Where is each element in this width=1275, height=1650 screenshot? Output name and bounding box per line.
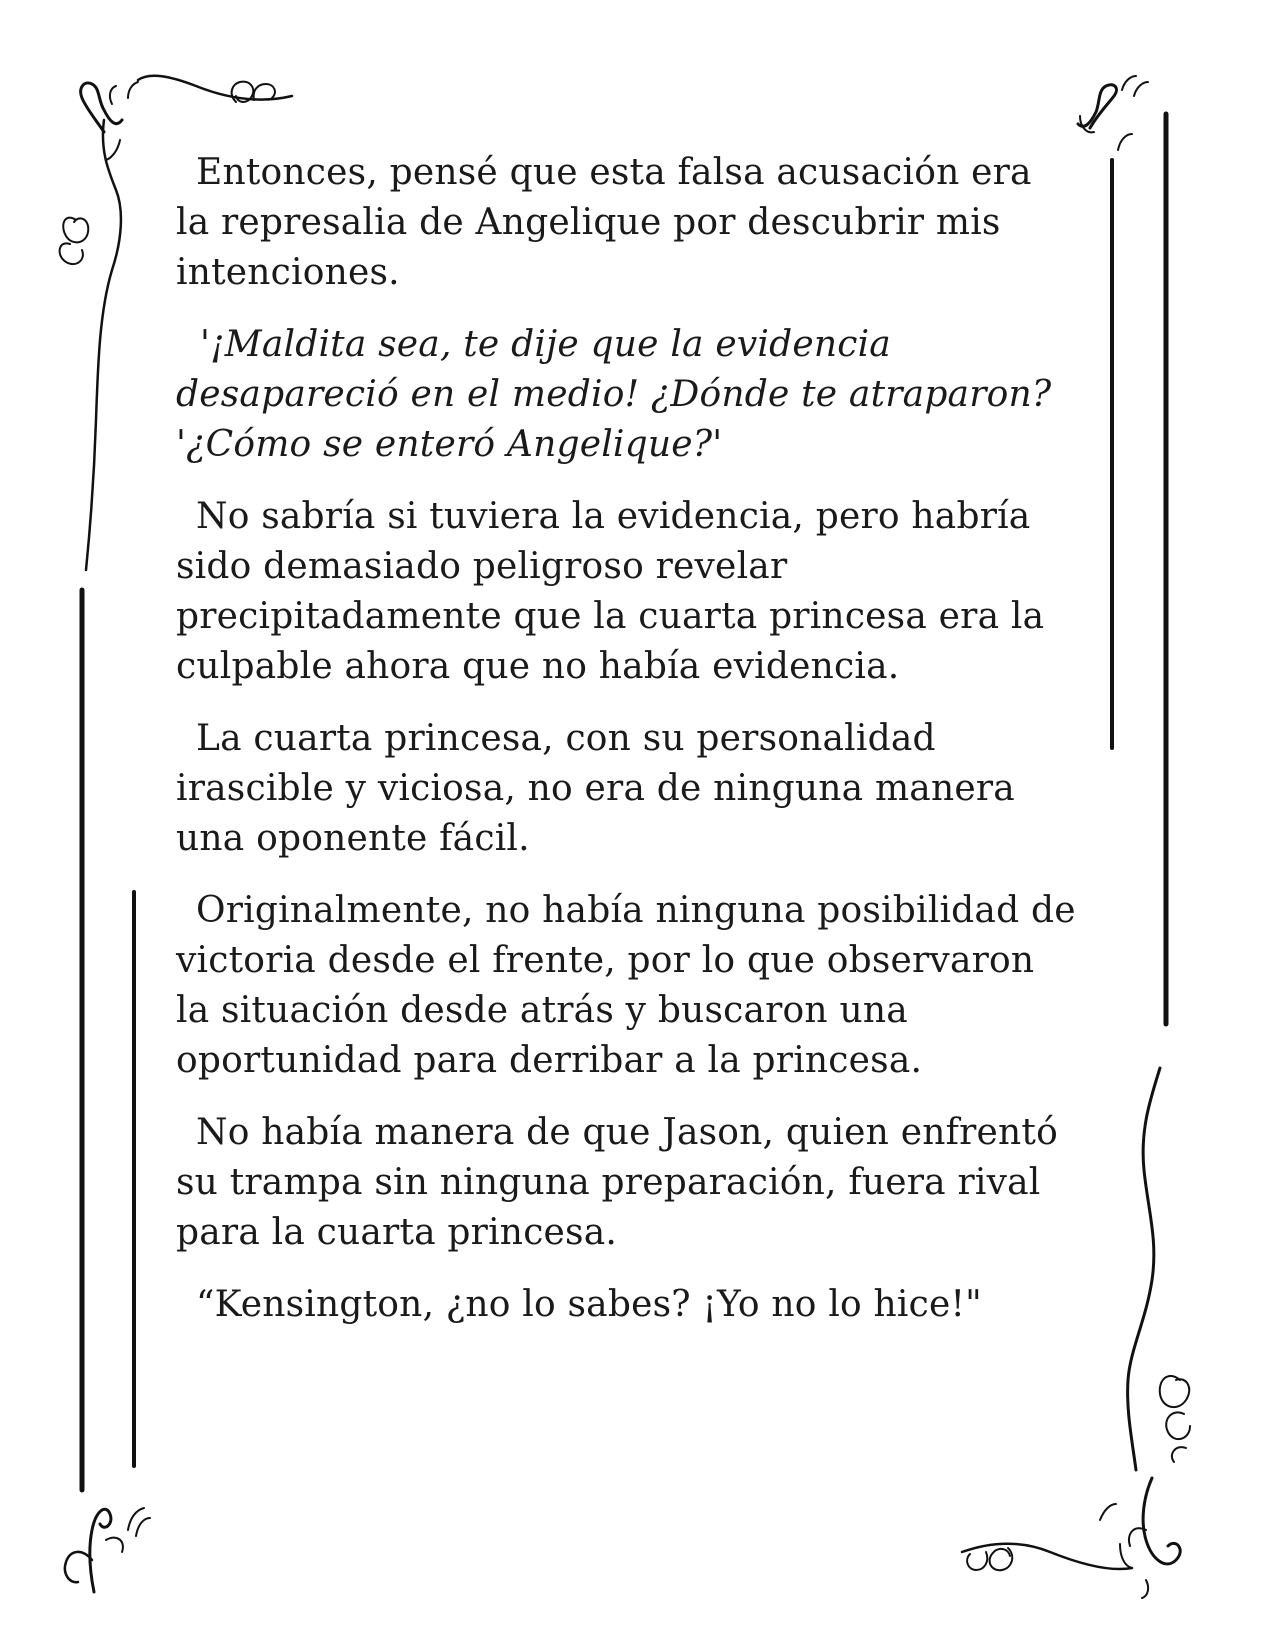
paragraph: Entonces, pensé que esta falsa acusación era la represalia de Angelique por descubrir mis intenciones.: [176, 152, 1032, 293]
paragraph: No sabría si tuviera la evidencia, pero habría sido demasiado peligroso revelar precipitadamente que la cuarta princesa era la culpable ahora que no había evidencia.: [176, 496, 1045, 687]
dialogue-paragraph: “Kensington, ¿no lo sabes? ¡Yo no lo hice!": [196, 1284, 982, 1325]
paragraph: Originalmente, no había ninguna posibilidad de victoria desde el frente, por lo que observaron la situación desde atrás y buscaron una oportunidad para derribar a la princesa.: [176, 890, 1076, 1081]
flourish-bottom-left: [65, 1508, 150, 1592]
body-text: [176, 148, 1076, 1352]
flourish-top-right: [1078, 76, 1148, 150]
thought-paragraph: '¡Maldita sea, te dije que la evidencia desapareció en el medio! ¿Dónde te atraparon? '¿Cómo se enteró Angelique?': [176, 324, 1052, 465]
paragraph: No había manera de que Jason, quien enfrentó su trampa sin ninguna preparación, fuera rival para la cuarta princesa.: [176, 1112, 1058, 1253]
paragraph: La cuarta princesa, con su personalidad irascible y viciosa, no era de ninguna manera una oponente fácil.: [176, 718, 1015, 859]
